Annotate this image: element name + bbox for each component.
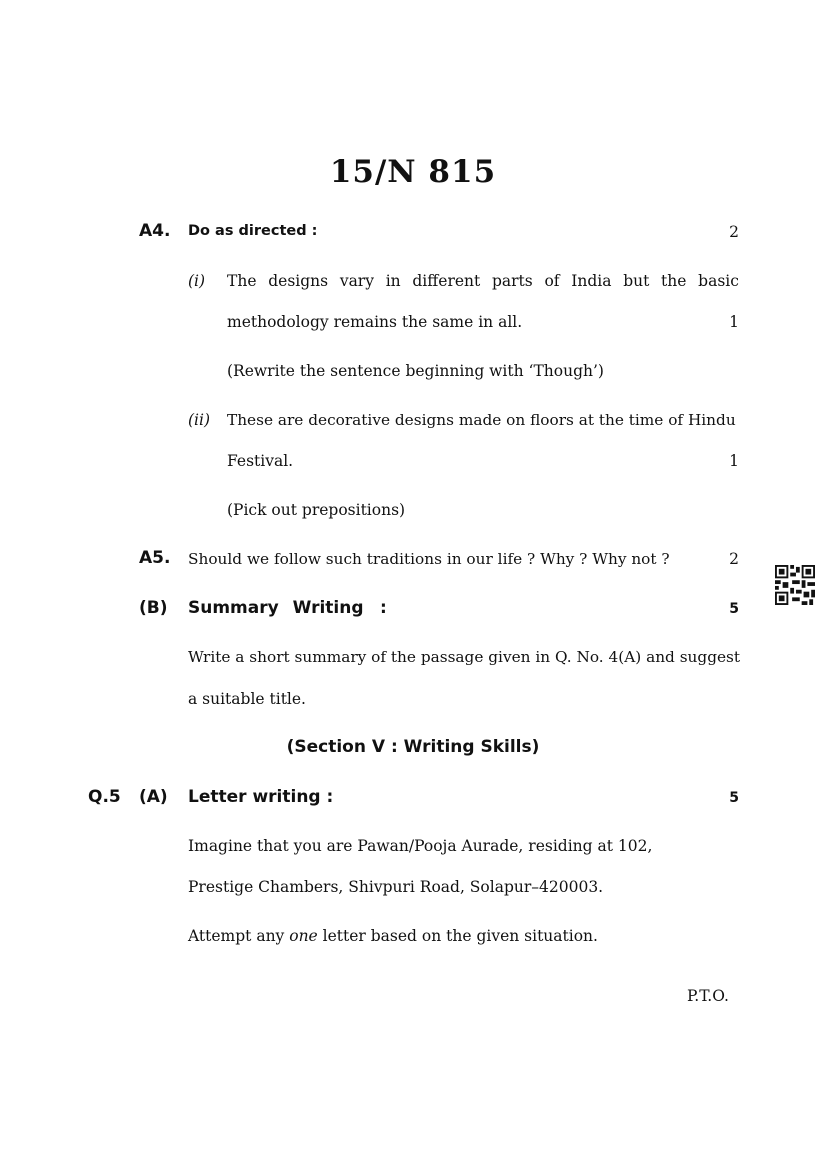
summary-marks: 5 — [729, 601, 739, 617]
a4-instruction: Do as directed : — [188, 223, 318, 239]
word: the — [661, 272, 687, 290]
section-heading: (Section V : Writing Skills) — [286, 737, 540, 757]
item-ii-line1: These are decorative designs made on floors at the time of Hindu — [227, 411, 736, 429]
item-i-line1 — [227, 272, 739, 290]
item-number-i: (i) — [188, 272, 206, 290]
summary-instruction-line2: a suitable title. — [188, 690, 306, 708]
item-ii-direction: (Pick out prepositions) — [227, 501, 406, 519]
paper-code: 15/N 815 — [329, 154, 497, 190]
word: The — [227, 272, 257, 290]
letter-instruction-line2: Prestige Chambers, Shivpuri Road, Solapur–420003. — [188, 878, 604, 896]
word: basic — [698, 272, 739, 290]
word: vary — [339, 272, 374, 290]
item-i-marks: 1 — [729, 313, 739, 331]
qr-code-icon — [775, 565, 815, 605]
question-number-q5: Q.5 — [88, 787, 121, 807]
a5-marks: 2 — [729, 550, 739, 568]
letter-instruction-line3 — [188, 927, 598, 945]
letter-writing-marks: 5 — [729, 790, 739, 806]
word: but — [623, 272, 650, 290]
word: India — [571, 272, 612, 290]
summary-instruction-line1: Write a short summary of the passage given in Q. No. 4(A) and suggest — [188, 648, 741, 666]
item-number-ii: (ii) — [188, 411, 211, 429]
item-ii-marks: 1 — [729, 452, 739, 470]
summary-colon: : — [380, 598, 387, 618]
word: in — [385, 272, 401, 290]
summary-writing-title: Summary Writing — [188, 598, 364, 618]
item-i-line2: methodology remains the same in all. — [227, 313, 523, 331]
text: Attempt any — [188, 927, 290, 945]
question-label-a5: A5. — [139, 548, 171, 568]
a4-marks: 2 — [729, 223, 739, 241]
item-ii-line2: Festival. — [227, 452, 294, 470]
text: letter based on the given situation. — [317, 927, 598, 945]
word: parts — [491, 272, 533, 290]
word: different — [412, 272, 481, 290]
emphasis-one: one — [289, 927, 318, 945]
q5-part-label: (A) — [139, 787, 168, 807]
word: designs — [268, 272, 329, 290]
pto-label: P.T.O. — [687, 987, 729, 1005]
question-label-a4: A4. — [139, 221, 171, 241]
letter-instruction-line1: Imagine that you are Pawan/Pooja Aurade, residing at 102, — [188, 837, 653, 855]
letter-writing-title: Letter writing : — [188, 787, 334, 807]
section-label-b: (B) — [139, 598, 168, 618]
item-i-direction: (Rewrite the sentence beginning with ‘Though’) — [227, 362, 604, 380]
word: of — [544, 272, 560, 290]
a5-question: Should we follow such traditions in our life ? Why ? Why not ? — [188, 550, 670, 568]
